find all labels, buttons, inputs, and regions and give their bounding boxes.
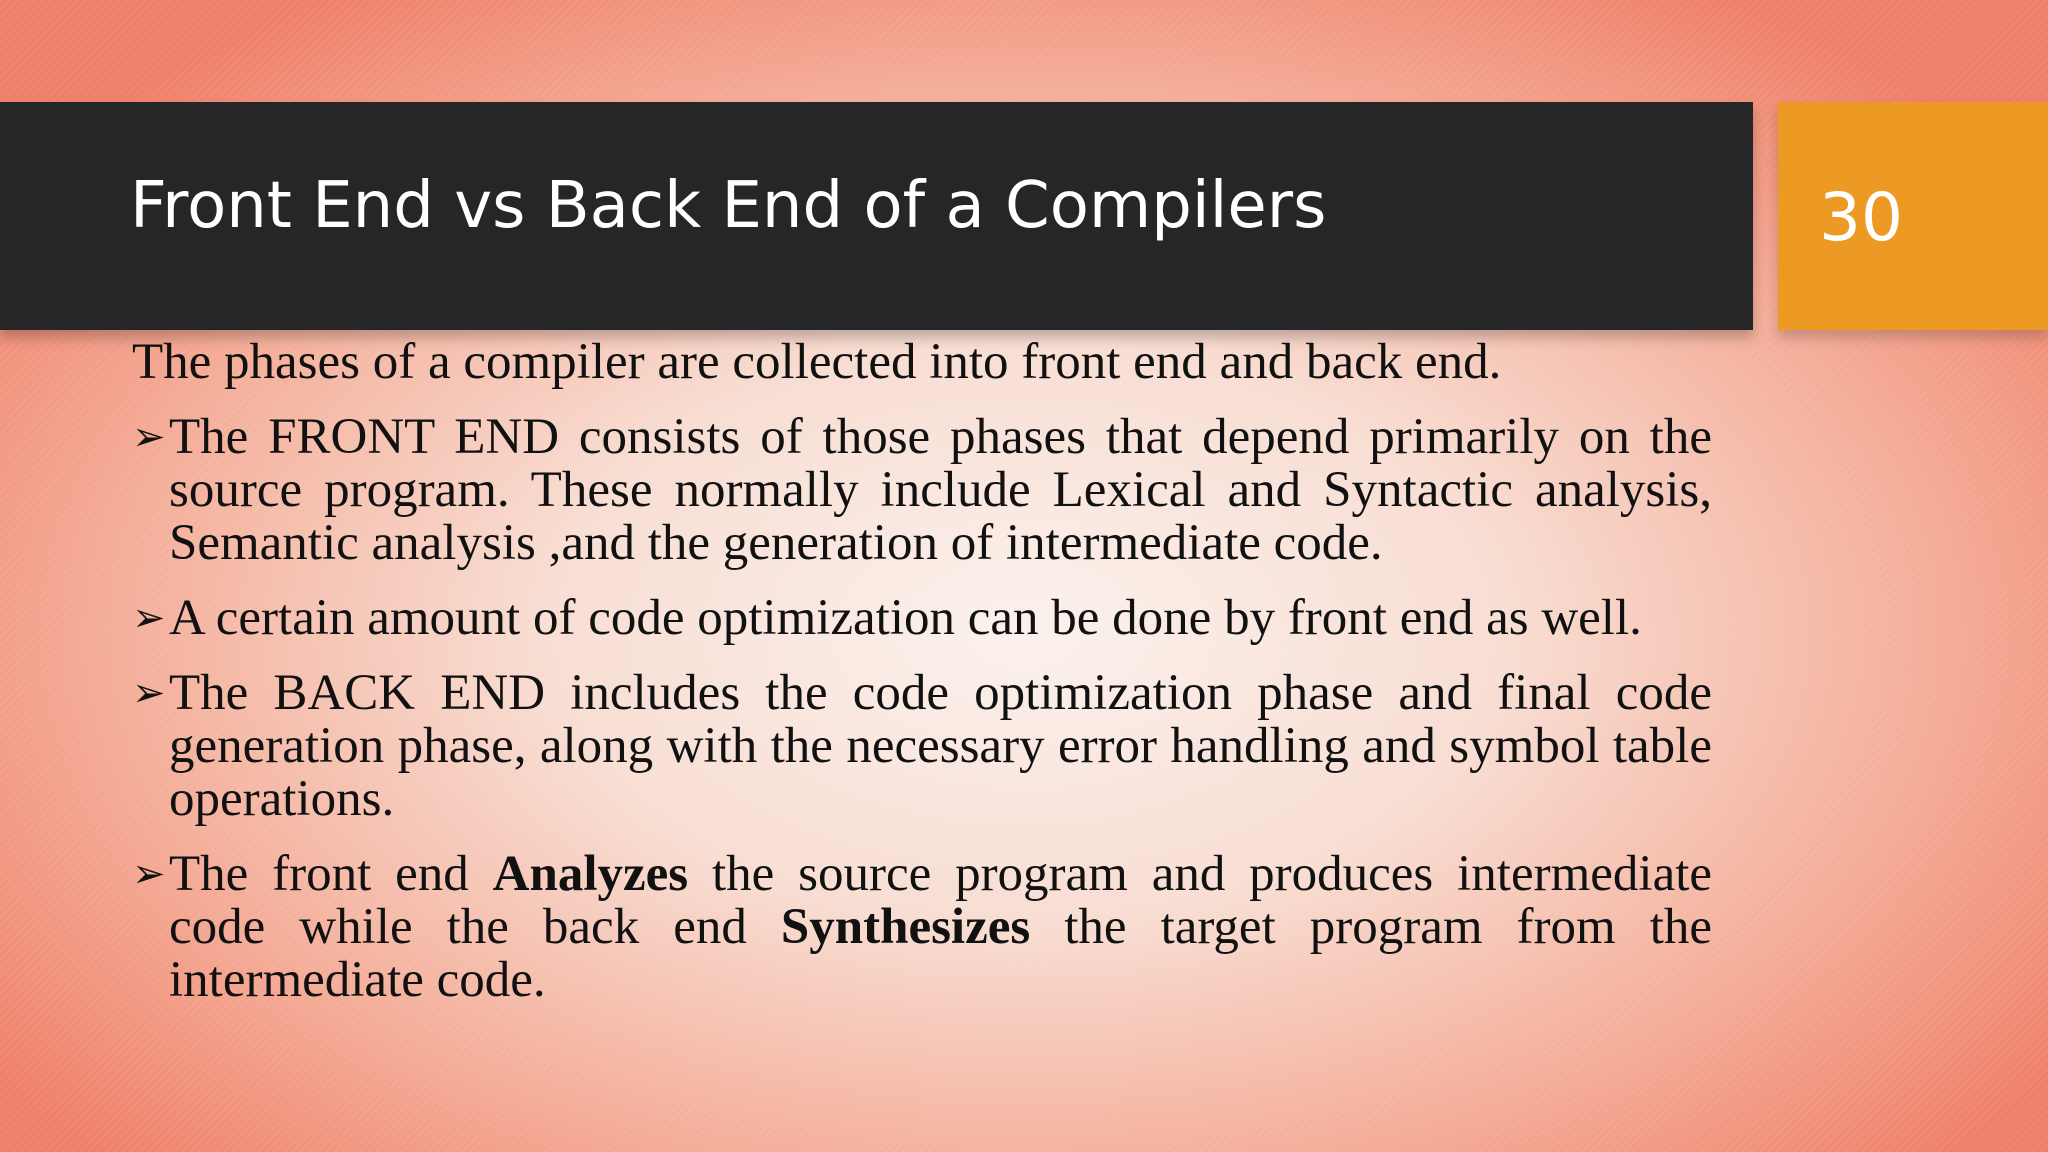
bullet-back-end [132, 667, 1712, 826]
bullet-text: The FRONT END consists of those phases that depend primarily on the source program. These normally include Lexical and Syntactic analysis, Semantic analysis ,and the generation of intermediate code. [169, 409, 1712, 571]
slide-number: 30 [1819, 179, 1903, 256]
bullet-text-part: the target program from the intermediate code. [169, 899, 1712, 1008]
bullet-front-end [132, 411, 1712, 570]
bullet-text-part: The front end [169, 846, 493, 902]
bold-term-analyzes: Analyzes [492, 846, 689, 902]
bold-term-synthesizes: Synthesizes [780, 899, 1031, 955]
arrow-bullet-icon: ➢ [132, 595, 166, 641]
arrow-bullet-icon: ➢ [132, 414, 166, 460]
bullet-text [169, 848, 1712, 1007]
bullet-text-part: the source program and produces intermediate code while the back end [169, 846, 1713, 955]
bullet-analyze-synthesize [132, 848, 1712, 1007]
bullet-text: The BACK END includes the code optimization phase and final code generation phase, along with the necessary error handling and symbol table operations. [169, 665, 1712, 827]
arrow-bullet-icon: ➢ [132, 670, 166, 716]
bullet-optimization [132, 592, 1712, 645]
slide-content [132, 336, 1712, 1029]
slide-title: Front End vs Back End of a Compilers [130, 169, 1327, 243]
bullet-text: A certain amount of code optimization can be done by front end as well. [169, 590, 1642, 646]
arrow-bullet-icon: ➢ [132, 851, 166, 897]
intro-text: The phases of a compiler are collected into front end and back end. [132, 334, 1502, 390]
